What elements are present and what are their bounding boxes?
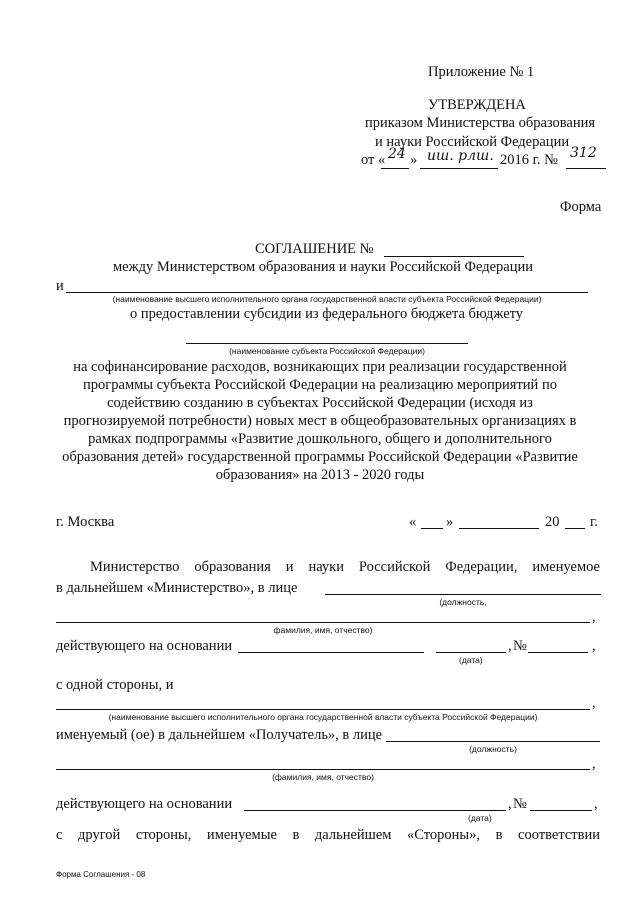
number-sign: № — [513, 638, 527, 654]
purpose-line-7: образования» на 2013 - 2020 годы — [215, 467, 425, 483]
number-comma: , — [592, 638, 596, 654]
approved-label: УТВЕРЖДЕНА — [428, 97, 526, 113]
position-line — [325, 594, 601, 595]
basis-number-line-2 — [530, 810, 592, 811]
agreement-day-line — [421, 528, 443, 529]
fio-line — [56, 622, 590, 623]
authority-comma: , — [592, 695, 596, 711]
order-date-year: 2016 г. № — [500, 152, 559, 168]
date-open-quote: « — [409, 514, 417, 530]
agreement-and: и — [56, 278, 64, 294]
number-sign-2: № — [513, 796, 527, 812]
agreement-month-line — [459, 528, 539, 529]
purpose-line-6: образования детей» государственной программы Российской Федерации «Развитие — [62, 449, 578, 465]
caption-authority: (наименование высшего исполнительного органа государственной власти субъекта Российской Федерации) — [112, 294, 542, 304]
agreement-number-line — [384, 256, 524, 257]
agreement-between: между Министерством образования и науки Российской Федерации — [113, 259, 534, 275]
caption-fio-2: (фамилия, имя, отчество) — [272, 772, 374, 782]
basis-comma-2: , — [508, 796, 512, 812]
body-p1-line2: в дальнейшем «Министерство», в лице — [56, 580, 298, 596]
city: г. Москва — [56, 514, 115, 530]
fio-comma: , — [592, 609, 596, 625]
agreement-title: СОГЛАШЕНИЕ № — [255, 241, 374, 257]
order-line-2: и науки Российской Федерации — [375, 134, 570, 150]
basis-date-line — [436, 652, 506, 653]
basis-number-line — [528, 652, 588, 653]
order-date-day: 24 — [388, 146, 406, 162]
purpose-line-1: на софинансирование расходов, возникающих при реализации государственной — [73, 359, 567, 375]
date-day-line — [381, 168, 409, 169]
form-label: Форма — [560, 199, 602, 215]
position-line-2 — [386, 741, 600, 742]
authority-line-2 — [56, 709, 590, 710]
basis-doc-line-2 — [244, 810, 506, 811]
body-p1-line1: Министерство образования и науки Российской Федерации, именуемое — [90, 559, 600, 575]
number-comma-2: , — [594, 796, 598, 812]
order-date-prefix: от « — [361, 152, 386, 168]
date-close-quote: » — [446, 514, 454, 530]
caption-authority-2: (наименование высшего исполнительного органа государственной власти субъекта Российской Федерации) — [108, 712, 538, 722]
purpose-line-3: содействию созданию в субъектах Российской Федерации (исходя из — [107, 395, 533, 411]
basis-doc-line — [238, 652, 424, 653]
caption-date: (дата) — [459, 655, 483, 665]
caption-position-2: (должность) — [469, 744, 517, 754]
date-month-line — [420, 168, 498, 169]
form-code: Форма Соглашения - 08 — [56, 870, 146, 879]
year-suffix: г. — [590, 514, 598, 530]
acting-basis: действующего на основании — [56, 638, 233, 654]
other-side-text: с другой стороны, именуемые в дальнейшем «Стороны», в соответствии — [56, 827, 600, 843]
acting-basis-2: действующего на основании — [56, 796, 233, 812]
subject-line — [186, 343, 468, 344]
agreement-year-line — [565, 528, 585, 529]
purpose-line-2: программы субъекта Российской Федерации на реализацию мероприятий по — [83, 377, 557, 393]
order-line-1: приказом Министерства образования — [365, 115, 596, 131]
one-side-text: с одной стороны, и — [56, 677, 174, 693]
fio-line-2 — [56, 769, 590, 770]
order-date-month: иш. рлш. — [427, 148, 494, 164]
purpose-line-4: прогнозируемой потребности) новых мест в общеобразовательных организациях в — [63, 413, 577, 429]
purpose-line-5: рамках подпрограммы «Развитие дошкольного, общего и дополнительного — [88, 431, 552, 447]
recipient-text: именуемый (ое) в дальнейшем «Получатель», в лице — [56, 727, 383, 743]
year-prefix: 20 — [545, 514, 560, 530]
basis-comma: , — [508, 638, 512, 654]
fio-comma-2: , — [592, 756, 596, 772]
caption-subject: (наименование субъекта Российской Федерации) — [229, 346, 425, 356]
order-number: 312 — [570, 145, 597, 161]
subsidy-text: о предоставлении субсидии из федерального бюджета бюджету — [130, 306, 524, 322]
authority-line — [66, 292, 588, 293]
order-number-line — [566, 168, 606, 169]
appendix-label: Приложение № 1 — [428, 64, 535, 80]
order-date-mid: » — [410, 152, 418, 168]
caption-position: (должность, — [439, 597, 487, 607]
caption-fio: фамилия, имя, отчество) — [273, 625, 373, 635]
caption-date-2: (дата) — [468, 813, 492, 823]
